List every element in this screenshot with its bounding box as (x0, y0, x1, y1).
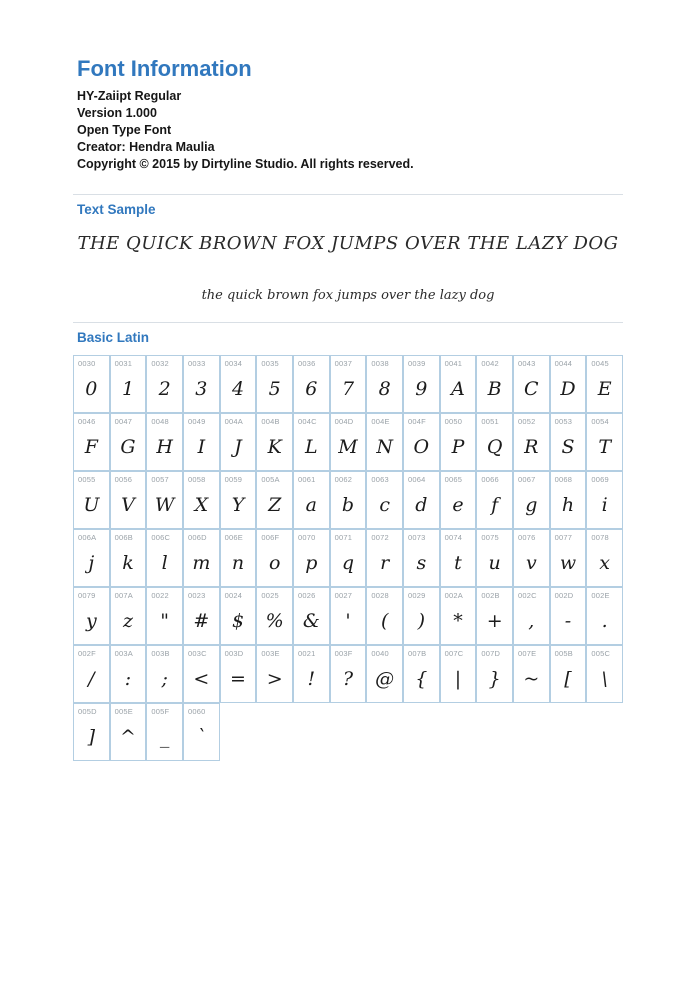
codepoint-label: 0075 (481, 533, 499, 542)
glyph-char: 4 (231, 377, 245, 400)
glyph-cell (110, 703, 147, 761)
glyph-cell (146, 355, 183, 413)
glyph-cell (586, 471, 623, 529)
glyph-char: p (305, 551, 318, 574)
glyph-char: < (193, 667, 210, 690)
glyph-char: 6 (305, 377, 318, 400)
glyph-char: ! (307, 667, 316, 690)
glyph-char: ' (345, 609, 351, 632)
codepoint-label: 005C (591, 649, 611, 658)
glyph-char: j (88, 551, 95, 574)
glyph-char: $ (231, 609, 245, 632)
glyph-cell (73, 355, 110, 413)
codepoint-label: 004D (334, 417, 354, 426)
codepoint-label: 0030 (78, 359, 96, 368)
codepoint-label: 0051 (481, 417, 499, 426)
codepoint-label: 0057 (151, 475, 169, 484)
glyph-char: k (122, 551, 134, 574)
codepoint-label: 0025 (261, 591, 279, 600)
glyph-cell (550, 413, 587, 471)
glyph-char: O (413, 435, 430, 458)
codepoint-label: 0033 (188, 359, 206, 368)
glyph-cell (183, 703, 220, 761)
glyph-cell (403, 645, 440, 703)
glyph-cell (440, 529, 477, 587)
glyph-cell (110, 529, 147, 587)
glyph-cell (146, 413, 183, 471)
codepoint-label: 003F (334, 649, 353, 658)
codepoint-label: 0029 (408, 591, 426, 600)
glyph-cell (440, 413, 477, 471)
codepoint-label: 0074 (444, 533, 463, 542)
glyph-cell (110, 587, 147, 645)
glyph-cell (293, 529, 330, 587)
glyph-char: } (488, 667, 501, 690)
glyph-char: 0 (85, 377, 98, 400)
codepoint-label: 006C (151, 533, 171, 542)
glyph-char: > (266, 667, 283, 690)
glyph-char: S (561, 435, 575, 458)
codepoint-label: 007E (518, 649, 537, 658)
codepoint-label: 002D (554, 591, 574, 600)
glyph-cell (146, 703, 183, 761)
glyph-cell (366, 355, 403, 413)
glyph-char: ~ (523, 667, 540, 690)
glyph-cell (183, 471, 220, 529)
codepoint-label: 002F (78, 649, 96, 658)
glyph-char: . (601, 609, 608, 632)
glyph-cell (256, 413, 293, 471)
glyph-cell (586, 413, 623, 471)
codepoint-label: 0031 (114, 359, 133, 368)
glyph-cell (550, 645, 587, 703)
glyph-char: w (559, 551, 577, 574)
codepoint-label: 002E (591, 591, 610, 600)
codepoint-label: 0060 (188, 707, 206, 716)
codepoint-label: 005B (554, 649, 573, 658)
glyph-cell (513, 413, 550, 471)
page-title: Font Information (77, 56, 252, 81)
glyph-char: * (453, 609, 463, 632)
codepoint-label: 002C (518, 591, 537, 600)
basic-latin-grid (73, 355, 623, 761)
text-sample-heading: Text Sample (77, 202, 156, 217)
glyph-char: I (197, 435, 206, 458)
glyph-char: & (302, 609, 320, 632)
glyph-char: h (561, 493, 575, 516)
glyph-cell (366, 529, 403, 587)
section-divider-basic-latin (73, 322, 623, 323)
glyph-cell (293, 355, 330, 413)
glyph-cell (73, 529, 110, 587)
glyph-cell (440, 355, 477, 413)
codepoint-label: 0044 (554, 359, 573, 368)
codepoint-label: 0052 (518, 417, 536, 426)
codepoint-label: 0049 (188, 417, 206, 426)
glyph-cell (146, 645, 183, 703)
codepoint-label: 0040 (371, 649, 389, 658)
glyph-char: P (451, 435, 465, 458)
codepoint-label: 0023 (188, 591, 206, 600)
codepoint-label: 0022 (151, 591, 169, 600)
glyph-char: _ (159, 725, 170, 748)
codepoint-label: 0062 (334, 475, 353, 484)
sample-uppercase-text: THE QUICK BROWN FOX JUMPS OVER THE LAZY DOG (77, 233, 619, 254)
glyph-char: " (160, 609, 170, 632)
glyph-char: y (85, 609, 97, 632)
glyph-cell (476, 471, 513, 529)
glyph-char: [ (564, 667, 572, 690)
glyph-cell (256, 355, 293, 413)
glyph-char: a (305, 493, 317, 516)
glyph-cell (293, 587, 330, 645)
codepoint-label: 0021 (298, 649, 316, 658)
glyph-cell (73, 587, 110, 645)
glyph-cell (476, 413, 513, 471)
codepoint-label: 0053 (554, 417, 573, 426)
glyph-char: D (560, 377, 576, 400)
codepoint-label: 0050 (444, 417, 463, 426)
codepoint-label: 0059 (224, 475, 243, 484)
glyph-char: G (120, 435, 136, 458)
codepoint-label: 0038 (371, 359, 389, 368)
glyph-cell (256, 471, 293, 529)
codepoint-label: 0070 (298, 533, 316, 542)
codepoint-label: 006A (78, 533, 97, 542)
codepoint-label: 0024 (224, 591, 243, 600)
glyph-cell (146, 471, 183, 529)
glyph-char: 1 (121, 377, 135, 400)
glyph-char: b (341, 493, 355, 516)
glyph-cell (183, 529, 220, 587)
glyph-cell (586, 355, 623, 413)
glyph-char: v (525, 551, 537, 574)
glyph-char: f (491, 493, 499, 516)
glyph-char: T (598, 435, 611, 458)
glyph-cell (550, 529, 587, 587)
codepoint-label: 0068 (554, 475, 573, 484)
codepoint-label: 0027 (334, 591, 353, 600)
glyph-cell (73, 471, 110, 529)
glyph-cell (330, 355, 367, 413)
glyph-char: 9 (415, 377, 428, 400)
sample-lowercase-text: the quick brown fox jumps over the lazy dog (201, 288, 495, 303)
glyph-cell (220, 413, 257, 471)
codepoint-label: 0063 (371, 475, 389, 484)
glyph-cell (146, 529, 183, 587)
codepoint-label: 007A (114, 591, 133, 600)
glyph-char: t (454, 551, 462, 574)
glyph-char: x (599, 551, 611, 574)
codepoint-label: 0037 (334, 359, 353, 368)
glyph-cell (403, 587, 440, 645)
glyph-cell (293, 471, 330, 529)
codepoint-label: 0056 (114, 475, 133, 484)
codepoint-label: 003B (151, 649, 170, 658)
glyph-cell (73, 645, 110, 703)
glyph-char: m (192, 551, 211, 574)
codepoint-label: 0064 (408, 475, 426, 484)
codepoint-label: 0036 (298, 359, 316, 368)
glyph-char: X (194, 493, 209, 516)
codepoint-label: 003A (114, 649, 133, 658)
glyph-cell (586, 529, 623, 587)
glyph-cell (330, 587, 367, 645)
glyph-cell (476, 529, 513, 587)
font-creator: Creator: Hendra Maulia (77, 140, 215, 154)
glyph-char: c (379, 493, 390, 516)
glyph-char: ) (417, 609, 426, 632)
glyph-char: @ (375, 667, 395, 690)
glyph-char: Q (486, 435, 503, 458)
codepoint-label: 004A (224, 417, 243, 426)
codepoint-label: 0071 (334, 533, 353, 542)
glyph-cell (403, 355, 440, 413)
glyph-cell (366, 471, 403, 529)
glyph-cell (110, 471, 147, 529)
glyph-char: ( (380, 609, 389, 632)
codepoint-label: 0066 (481, 475, 499, 484)
glyph-char: = (230, 667, 246, 690)
glyph-char: ] (87, 725, 96, 748)
codepoint-label: 0039 (408, 359, 426, 368)
codepoint-label: 004F (408, 417, 426, 426)
codepoint-label: 0055 (78, 475, 96, 484)
glyph-cell (256, 529, 293, 587)
glyph-cell (513, 587, 550, 645)
codepoint-label: 004B (261, 417, 280, 426)
glyph-cell (220, 355, 257, 413)
glyph-cell (476, 645, 513, 703)
glyph-cell (513, 645, 550, 703)
codepoint-label: 0035 (261, 359, 279, 368)
codepoint-label: 007D (481, 649, 501, 658)
glyph-char: J (234, 435, 242, 458)
glyph-cell (476, 355, 513, 413)
codepoint-label: 006D (188, 533, 207, 542)
glyph-char: u (488, 551, 501, 574)
glyph-cell (146, 587, 183, 645)
glyph-cell (220, 471, 257, 529)
glyph-char: 3 (195, 377, 208, 400)
glyph-char: ^ (120, 725, 136, 748)
glyph-cell (293, 645, 330, 703)
glyph-char: H (156, 435, 173, 458)
font-type: Open Type Font (77, 123, 172, 137)
codepoint-label: 007C (444, 649, 464, 658)
codepoint-label: 005E (114, 707, 133, 716)
glyph-char: i (601, 493, 608, 516)
glyph-cell (476, 587, 513, 645)
glyph-char: + (486, 609, 503, 632)
glyph-cell (550, 355, 587, 413)
glyph-char: ; (161, 667, 168, 690)
codepoint-label: 0067 (518, 475, 536, 484)
glyph-cell (440, 587, 477, 645)
codepoint-label: 0032 (151, 359, 169, 368)
codepoint-label: 0047 (114, 417, 133, 426)
glyph-char: 8 (378, 377, 391, 400)
codepoint-label: 007B (408, 649, 427, 658)
glyph-char: l (161, 551, 168, 574)
codepoint-label: 005D (78, 707, 97, 716)
codepoint-label: 0073 (408, 533, 426, 542)
glyph-char: M (338, 435, 358, 458)
glyph-cell (366, 413, 403, 471)
font-version: Version 1.000 (77, 106, 157, 120)
glyph-cell (256, 645, 293, 703)
glyph-char: e (452, 493, 464, 516)
glyph-char: : (124, 667, 132, 690)
codepoint-label: 004E (371, 417, 390, 426)
codepoint-label: 003C (188, 649, 207, 658)
glyph-cell (73, 703, 110, 761)
glyph-char: L (305, 435, 318, 458)
glyph-cell (220, 529, 257, 587)
glyph-cell (330, 529, 367, 587)
glyph-char: g (525, 493, 538, 516)
glyph-char: s (416, 551, 427, 574)
codepoint-label: 0076 (518, 533, 536, 542)
codepoint-label: 0026 (298, 591, 316, 600)
glyph-char: { (415, 667, 428, 690)
glyph-cell (330, 413, 367, 471)
codepoint-label: 0078 (591, 533, 609, 542)
glyph-char: o (268, 551, 281, 574)
glyph-cell (256, 587, 293, 645)
glyph-char: # (193, 609, 210, 632)
codepoint-label: 0061 (298, 475, 316, 484)
codepoint-label: 0079 (78, 591, 96, 600)
glyph-cell (366, 587, 403, 645)
glyph-cell (586, 645, 623, 703)
glyph-char: A (451, 377, 465, 400)
glyph-char: , (528, 609, 535, 632)
glyph-char: F (84, 435, 98, 458)
glyph-cell (220, 587, 257, 645)
glyph-cell (513, 529, 550, 587)
glyph-char: Z (268, 493, 282, 516)
glyph-cell (183, 587, 220, 645)
glyph-char: q (341, 551, 355, 574)
glyph-char: \ (601, 667, 608, 690)
glyph-cell (183, 645, 220, 703)
glyph-char: ? (342, 667, 354, 690)
page-content (0, 0, 696, 173)
codepoint-label: 0043 (518, 359, 536, 368)
glyph-char: d (415, 493, 428, 516)
codepoint-label: 0069 (591, 475, 609, 484)
codepoint-label: 005A (261, 475, 280, 484)
codepoint-label: 0058 (188, 475, 206, 484)
glyph-char: W (154, 493, 175, 516)
glyph-cell (513, 355, 550, 413)
glyph-cell (403, 413, 440, 471)
codepoint-label: 002B (481, 591, 500, 600)
glyph-cell (586, 587, 623, 645)
glyph-cell (330, 645, 367, 703)
glyph-char: N (376, 435, 393, 458)
glyph-char: - (564, 609, 572, 632)
codepoint-label: 0077 (554, 533, 573, 542)
glyph-cell (403, 471, 440, 529)
font-copyright: Copyright © 2015 by Dirtyline Studio. All rights reserved. (77, 157, 414, 171)
glyph-cell (110, 355, 147, 413)
glyph-char: / (88, 667, 95, 690)
glyph-char: 7 (341, 377, 355, 400)
glyph-cell (183, 355, 220, 413)
codepoint-label: 0046 (78, 417, 96, 426)
codepoint-label: 0028 (371, 591, 389, 600)
codepoint-label: 005F (151, 707, 170, 716)
glyph-cell (110, 413, 147, 471)
glyph-char: % (265, 609, 284, 632)
glyph-char: B (487, 377, 502, 400)
glyph-cell (440, 471, 477, 529)
glyph-cell (220, 645, 257, 703)
codepoint-label: 003D (224, 649, 244, 658)
glyph-char: V (121, 493, 135, 516)
codepoint-label: 0042 (481, 359, 499, 368)
font-name: HY-Zaiipt Regular (77, 89, 182, 103)
basic-latin-heading: Basic Latin (77, 330, 150, 345)
codepoint-label: 002A (444, 591, 463, 600)
codepoint-label: 0072 (371, 533, 389, 542)
codepoint-label: 006E (224, 533, 243, 542)
glyph-char: ` (196, 725, 207, 748)
glyph-cell (550, 587, 587, 645)
codepoint-label: 004C (298, 417, 317, 426)
glyph-cell (366, 645, 403, 703)
glyph-char: E (597, 377, 612, 400)
codepoint-label: 0034 (224, 359, 243, 368)
glyph-cell (550, 471, 587, 529)
glyph-char: | (454, 667, 462, 690)
codepoint-label: 003E (261, 649, 280, 658)
glyph-cell (440, 645, 477, 703)
glyph-cell (513, 471, 550, 529)
glyph-cell (73, 413, 110, 471)
codepoint-label: 0054 (591, 417, 609, 426)
codepoint-label: 0065 (444, 475, 463, 484)
glyph-char: r (380, 551, 390, 574)
glyph-char: K (267, 435, 282, 458)
glyph-char: 5 (268, 377, 281, 400)
glyph-cell (293, 413, 330, 471)
codepoint-label: 0045 (591, 359, 609, 368)
codepoint-label: 0041 (444, 359, 463, 368)
glyph-char: Y (231, 493, 245, 516)
glyph-cell (403, 529, 440, 587)
glyph-char: n (231, 551, 245, 574)
glyph-cell (330, 471, 367, 529)
codepoint-label: 0048 (151, 417, 169, 426)
glyph-cell (110, 645, 147, 703)
glyph-char: z (122, 609, 133, 632)
codepoint-label: 006F (261, 533, 280, 542)
glyph-cell (183, 413, 220, 471)
glyph-char: C (524, 377, 539, 400)
glyph-char: 2 (158, 377, 171, 400)
codepoint-label: 006B (114, 533, 133, 542)
glyph-char: U (83, 493, 100, 516)
glyph-char: R (524, 435, 539, 458)
section-divider-top (73, 194, 623, 195)
